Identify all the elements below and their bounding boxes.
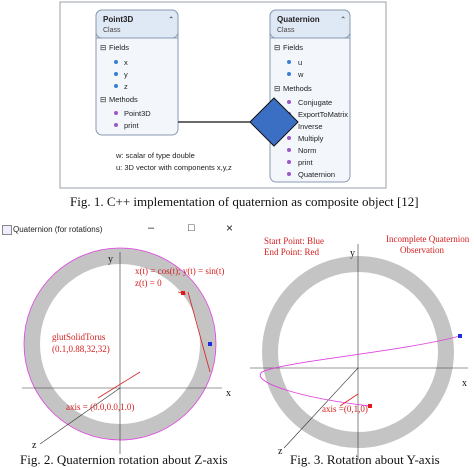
y-axis-label: y (108, 254, 113, 265)
method-exporttomatrix: ExportToMatrix (298, 110, 349, 119)
method-icon (287, 148, 291, 152)
figure-1 (58, 0, 388, 190)
method-icon (287, 100, 291, 104)
expand-methods-icon[interactable]: ⊟ (100, 95, 107, 104)
fields-header: Fields (283, 43, 304, 52)
torus-label-2: (0.1,0.88,32,32) (52, 344, 110, 354)
start-point-label: Start Point: Blue (264, 236, 325, 246)
methods-header: Methods (109, 95, 138, 104)
figure-2 (0, 222, 240, 464)
close-button[interactable]: × (226, 221, 234, 235)
figure-3 (240, 222, 474, 464)
class-point3d-stereotype: Class (103, 27, 121, 34)
method-conjugate: Conjugate (298, 98, 333, 107)
field-icon (114, 84, 118, 88)
class-quaternion-name: Quaternion (277, 15, 320, 24)
axis-label: axis = (0.0,0.0,1.0) (66, 402, 135, 412)
equation-line-1: x(t) = cos(t); y(t) = sin(t) (135, 266, 225, 276)
class-quaternion-stereotype: Class (277, 27, 295, 34)
window-title: Quaternion (for rotations) (13, 225, 103, 234)
class-point3d (96, 10, 178, 135)
note-line-2: u: 3D vector with components x,y,z (116, 163, 232, 172)
point-marker-blue (208, 342, 212, 346)
note-line-1: w: scalar of type double (116, 151, 195, 160)
z-axis-label: z (32, 440, 37, 451)
y-axis-label: y (350, 248, 355, 259)
method-point3d: Point3D (124, 109, 151, 118)
incomplete-label-2: Observation (400, 245, 444, 255)
expand-methods-icon[interactable]: ⊟ (274, 84, 281, 93)
maximize-button[interactable]: □ (188, 222, 195, 234)
torus-label-1: glutSolidTorus (52, 332, 106, 342)
class-quaternion (270, 10, 350, 182)
method-icon (287, 172, 291, 176)
method-icon (114, 123, 118, 127)
field-icon (114, 72, 118, 76)
fields-header: Fields (109, 43, 130, 52)
point-marker-red (368, 404, 372, 408)
collapse-icon[interactable]: ⌃ (168, 15, 175, 24)
class-diagram (58, 0, 388, 190)
class-point3d-name: Point3D (103, 15, 134, 24)
method-print: print (124, 121, 139, 130)
axis-label: axis =(0,1,0) (322, 404, 368, 414)
methods-header: Methods (283, 84, 312, 93)
method-quaternion: Quaternion (298, 170, 336, 179)
point-marker-blue (458, 334, 462, 338)
method-norm: Norm (298, 146, 317, 155)
method-icon (287, 136, 291, 140)
field-x: x (124, 58, 128, 67)
collapse-icon[interactable]: ⌃ (340, 15, 347, 24)
equation-line-2: z(t) = 0 (135, 278, 162, 288)
method-icon (114, 111, 118, 115)
field-y: y (124, 70, 128, 79)
method-print: print (298, 158, 313, 167)
rotation-plot-z (0, 222, 240, 464)
minimize-button[interactable]: – (148, 222, 155, 234)
figure-1-caption: Fig. 1. C++ implementation of quaternion as composite object [12] (70, 194, 419, 209)
pointer-line (98, 372, 140, 398)
field-icon (287, 60, 291, 64)
z-axis-label: z (278, 446, 283, 457)
field-w: w (298, 70, 304, 79)
end-point-label: End Point: Red (264, 247, 320, 257)
figure-2-caption: Fig. 2. Quaternion rotation about Z-axis (20, 452, 228, 467)
method-inverse: Inverse (298, 122, 323, 131)
rotation-plot-y (240, 222, 474, 464)
x-axis-label: x (462, 378, 467, 389)
field-u: u (298, 58, 303, 67)
field-icon (287, 72, 291, 76)
field-icon (114, 60, 118, 64)
method-icon (287, 160, 291, 164)
point-marker-red (181, 291, 185, 295)
incomplete-label-1: Incomplete Quaternion (386, 234, 470, 244)
expand-fields-icon[interactable]: ⊟ (274, 43, 281, 52)
field-z: z (124, 82, 128, 91)
method-multiply: Multiply (298, 134, 324, 143)
expand-fields-icon[interactable]: ⊟ (100, 43, 107, 52)
x-axis-label: x (226, 388, 231, 399)
figure-3-caption: Fig. 3. Rotation about Y-axis (290, 452, 440, 467)
